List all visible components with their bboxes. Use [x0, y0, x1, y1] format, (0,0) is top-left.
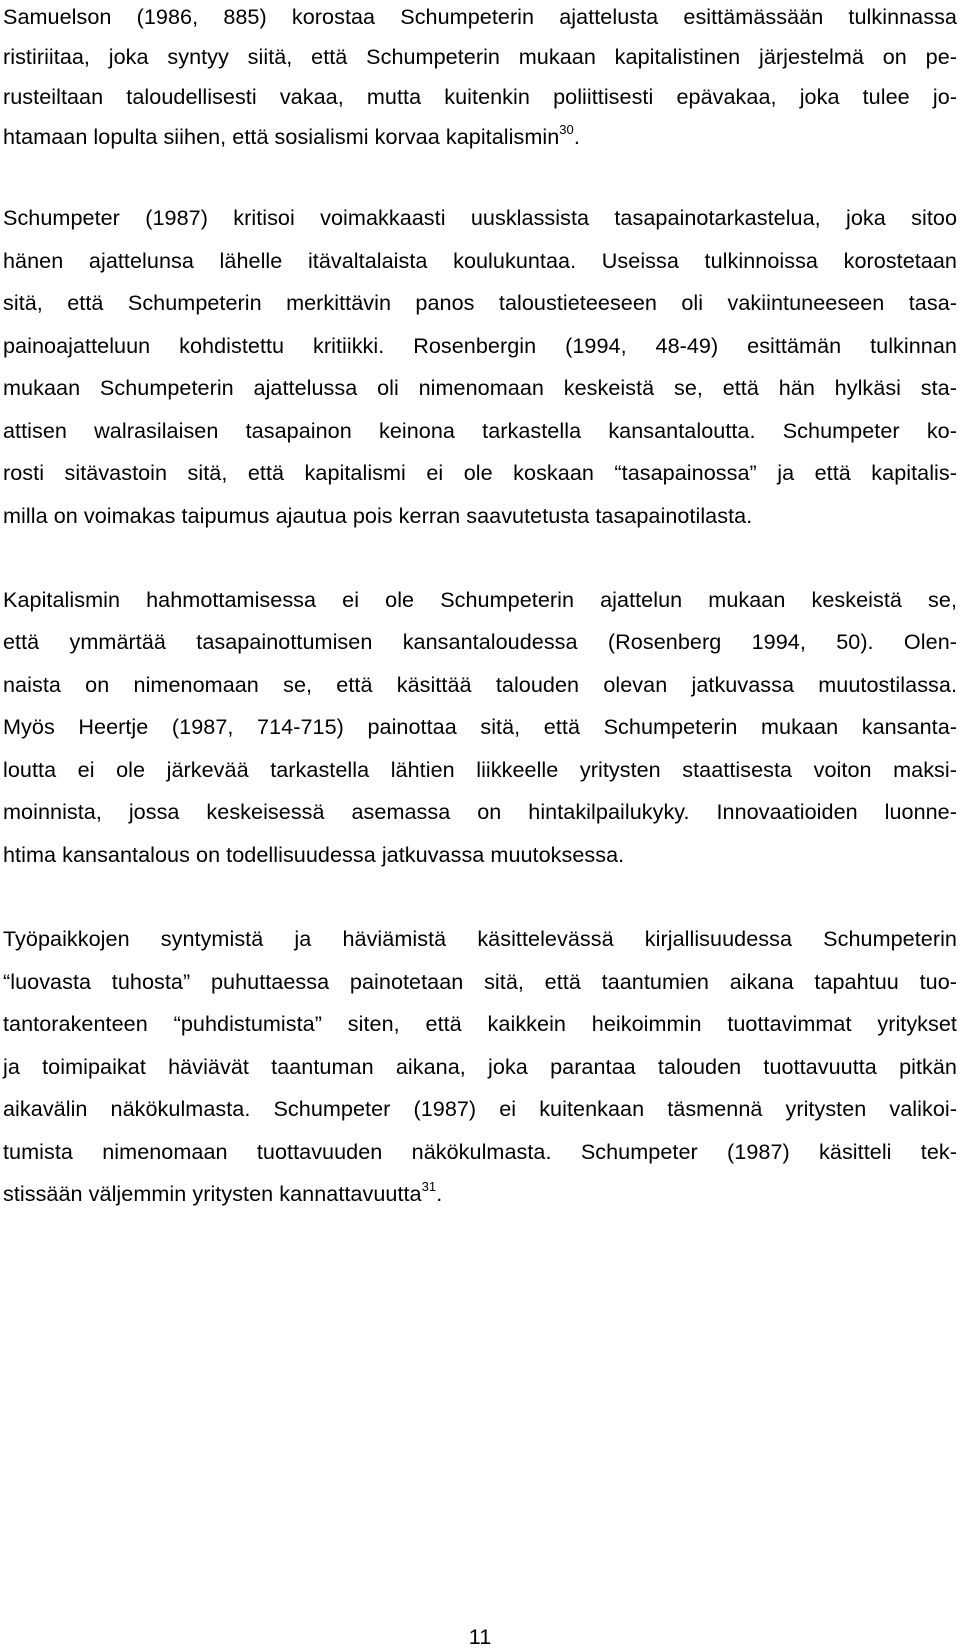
text-line: “luovasta tuhosta” puhuttaessa painotetaan sitä, että taantumien aikana tapahtuu tuo-	[3, 969, 957, 994]
text-line: tantorakenteen “puhdistumista” siten, että kaikkein heikoimmin tuottavimmat yritykset	[3, 1011, 957, 1036]
text-line: ja toimipaikat häviävät taantuman aikana, joka parantaa talouden tuottavuutta pitkän	[3, 1054, 957, 1079]
text-line: milla on voimakas taipumus ajautua pois kerran saavutetusta tasapainotilasta.	[3, 503, 753, 528]
text-line: painoajatteluun kohdistettu kritiikki. Rosenbergin (1994, 48-49) esittämän tulkinnan	[3, 333, 957, 358]
text-line: hänen ajattelunsa lähelle itävaltalaista koulukuntaa. Useissa tulkinnoissa korostetaan	[3, 248, 957, 273]
text-line: htima kansantalous on todellisuudessa jatkuvassa muutoksessa.	[3, 842, 625, 867]
text-line: sitä, että Schumpeterin merkittävin panos taloustieteeseen oli vakiintuneeseen tasa-	[3, 290, 957, 315]
text-line: että ymmärtää tasapainottumisen kansantaloudessa (Rosenberg 1994, 50). Olen-	[3, 629, 957, 654]
footnote-marker: 31	[421, 1178, 437, 1194]
footnote-marker: 30	[559, 121, 574, 137]
text-line: mukaan Schumpeterin ajattelussa oli nimenomaan keskeistä se, että hän hylkäsi sta-	[3, 375, 957, 400]
text-line: Schumpeter (1987) kritisoi voimakkaasti uusklassista tasapainotarkastelua, joka sitoo	[3, 205, 957, 230]
text-line: moinnista, jossa keskeisessä asemassa on hintakilpailukyky. Innovaatioiden luonne-	[3, 799, 957, 824]
text-line	[3, 1179, 957, 1209]
line-text: htamaan lopulta siihen, että sosialismi korvaa kapitalismin	[3, 124, 560, 149]
text-line: aikavälin näkökulmasta. Schumpeter (1987) ei kuitenkaan täsmennä yritysten valikoi-	[3, 1096, 957, 1121]
line-end: .	[573, 124, 580, 149]
text-line: rosti sitävastoin sitä, että kapitalismi ei ole koskaan “tasapainossa” ja että kapitalis-	[3, 460, 957, 485]
text-line: tumista nimenomaan tuottavuuden näkökulmasta. Schumpeter (1987) käsitteli tek-	[3, 1139, 957, 1164]
page-number: 11	[468, 1624, 492, 1649]
line-end: .	[436, 1181, 443, 1206]
text-line: attisen walrasilaisen tasapainon keinona tarkastella kansantaloutta. Schumpeter ko-	[3, 418, 957, 443]
text-line: Samuelson (1986, 885) korostaa Schumpeterin ajattelusta esittämässään tulkinnassa	[3, 4, 957, 29]
text-line: Työpaikkojen syntymistä ja häviämistä käsittelevässä kirjallisuudessa Schumpeterin	[3, 926, 957, 951]
line-text: stissään väljemmin yritysten kannattavuutta	[3, 1181, 422, 1206]
text-line: rusteiltaan taloudellisesti vakaa, mutta kuitenkin poliittisesti epävakaa, joka tulee jo-	[3, 84, 957, 109]
text-line: loutta ei ole järkevää tarkastella lähtien liikkeelle yritysten staattisesta voiton maksi-	[3, 757, 957, 782]
text-line: Kapitalismin hahmottamisessa ei ole Schumpeterin ajattelun mukaan keskeistä se,	[3, 587, 957, 612]
text-line: Myös Heertje (1987, 714-715) painottaa sitä, että Schumpeterin mukaan kansanta-	[3, 714, 957, 739]
text-line: ristiriitaa, joka syntyy siitä, että Schumpeterin mukaan kapitalistinen järjestelmä on pe-	[3, 44, 957, 69]
text-line	[3, 122, 957, 152]
text-line: naista on nimenomaan se, että käsittää talouden olevan jatkuvassa muutostilassa.	[3, 672, 957, 697]
